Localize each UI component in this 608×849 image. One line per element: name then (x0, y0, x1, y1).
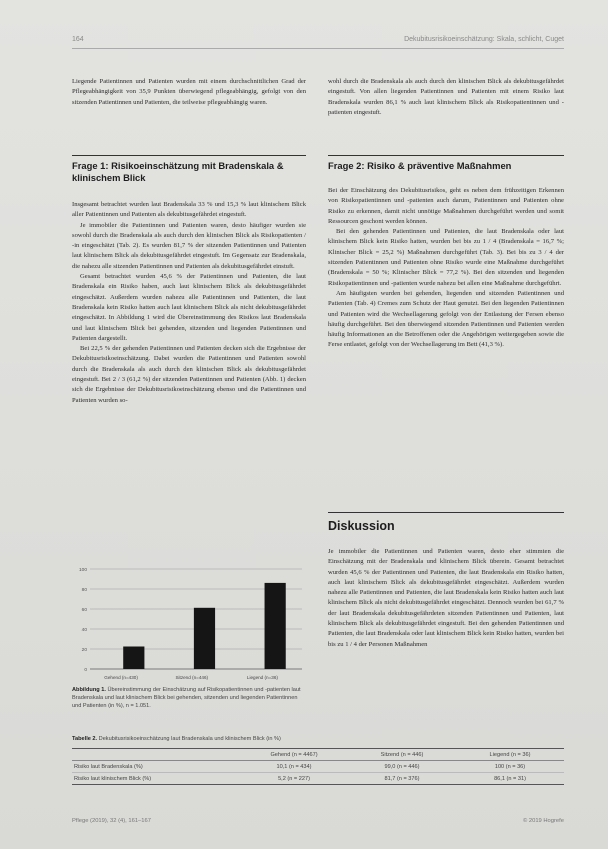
y-tick-label: 0 (84, 668, 87, 673)
figure-1-caption (72, 686, 306, 710)
table-cell: 5,2 (n = 227) (278, 775, 310, 782)
table-header-cell: Liegend (n = 36) (489, 751, 531, 758)
table-cell: Risiko laut klinischem Blick (%) (74, 775, 152, 782)
figure-1-chart (72, 563, 306, 683)
section2-rule (328, 155, 564, 156)
y-tick-label: 80 (81, 588, 87, 593)
footer-copyright: © 2019 Hogrefe (522, 818, 564, 824)
section1-rule (72, 155, 306, 156)
table-cell: 86,1 (n = 31) (494, 775, 526, 782)
table-cell: 10,1 (n = 434) (276, 763, 312, 770)
table-caption-text: Dekubitusrisikoeinschätzung laut Bradenskala und klinischem Blick (in %) (98, 736, 281, 742)
table-row (72, 773, 564, 785)
discussion-paragraph-1: Je immobiler die Patientinnen und Patienten waren, desto eher stimmten die Einschätzung mit der Bradenskala und klinischem Blick überein. Gesamt betrachtet wurden 45,6 % der Patientinnen und Patienten, die laut Bradenskala ein Risiko hatten, auch laut klinischem Blick als dekubitusgefährdet eingeschätzt. Außerdem wurden nahezu alle Patientinnen und Patienten, die laut Bradenskala kein Risiko hatten auch laut klinischem Blick als nicht dekubitusgefährdet eingeschätzt. Dennoch wurden bei 61,7 % der laut Bradenskala dekubitusgefährdeten sitzenden Patientinnen und Patienten, laut klinischem Blick als dekubitusgefährdet eingestuft. Bei den gehenden Patientinnen und Patienten, die laut Bradenskala oder laut klinischem Blick kein Risiko hatten, wurden bei bis zu 1 / 4 der Personen Maßnahmen (328, 548, 564, 648)
section2-paragraph-2: Bei den gehenden Patientinnen und Patienten, die laut Bradenskala oder laut klinischem Blick kein Risiko hatten, wurden bei bis zu 1 / 4 (Bradenskala = 16,7 %; Klinischer Blick = 25,2 %) Maßnahmen durchgeführt (Tab. 3). Bei bis zu 3 / 4 der sitzenden Patientinnen und Patienten ohne Risiko wurde eine Maßnahme durchgeführt (Bradenskala = 50 %; Klinischer Blick = 77,2 %). Bei den sitzenden und liegenden Risikopatientinnen und -patienten wurde nahezu bei allen eine Maßnahme durchgeführt. (328, 228, 564, 287)
y-tick-label: 60 (81, 608, 87, 613)
x-tick-label: Gehend (n=430) (104, 675, 138, 680)
discussion-body (328, 547, 564, 650)
section1-paragraph-4: Bei 22,5 % der gehenden Patientinnen und Patienten decken sich die Ergebnisse der Dekubitusrisikoeinschätzung. Dabei wurden die Patientinnen und Patienten sowohl durch die Bradenskala als auch durch den klinischen Blick als dekubitusgefährdet eingestuft. Bei 2 / 3 (61,2 %) der sitzenden Patientinnen und Patienten (Abb. 1) decken sich die Ergebnisse der Dekubitusrisikoeinschätzung ebenso und die Patientinnen und Patienten wurden so- (72, 345, 306, 404)
section1-paragraph-1: Insgesamt betrachtet wurden laut Bradenskala 33 % und 15,3 % laut klinischem Blick aller Patientinnen und Patienten als dekubitusgefährdet eingestuft. (72, 201, 306, 219)
section2-paragraph-1: Bei der Einschätzung des Dekubitusrisikos, geht es neben dem frühzeitigen Erkennen von Risikopatientinnen und -patienten auch darum, Patientinnen und Patienten ohne Risiko zu erkennen, damit nicht unnötige Maßnahmen durchgeführt werden und somit Ressourcen geschont werden können. (328, 187, 564, 225)
bar-chart (72, 563, 306, 683)
section2-paragraph-3: Am häufigsten wurden bei gehenden, liegenden und sitzenden Patientinnen und Patienten (Tab. 4) Cremes zum Schutz der Haut genutzt. Bei den liegenden Patientinnen und Patienten wird die Wechsellagerung gefolgt von der Entlastung der Fersen ebenso häufig durchgeführt. Bei den überwiegend sitzenden Patientinnen und Patienten werden häufig Informationen an die Betroffenen oder die Angehörigen weitergegeben sowie die Ferse entlastet, gefolgt von der Wechsellagerung im Bett (41,3 %). (328, 289, 564, 349)
section2-heading: Frage 2: Risiko & präventive Maßnahmen (328, 160, 512, 171)
figure-caption-text: Übereinstimmung der Einschätzung auf Risikopatientinnen und -patienten laut Bradenskala und laut klinischem Blick bei gehenden, sitzenden und liegenden Patientinnen und Patienten (in %), n = 1.051. (72, 687, 301, 709)
header-rule (72, 48, 564, 49)
running-head (72, 36, 564, 48)
section1-paragraph-3: Gesamt betrachtet wurden 45,6 % der Patientinnen und Patienten, die laut Bradenskala ein Risiko haben, auch laut klinischem Blick als dekubitusgefährdet eingeschätzt. Außerdem wurden nahezu alle Patientinnen und Patienten, die laut Bradenskala kein Risiko hatten auch laut klinischem Blick als nicht dekubitusgefährdet eingeschätzt. In Abbildung 1 wird die Übereinstimmung des Risikos laut Bradenskala und laut klinischem Blick bei gehenden, sitzenden und liegenden Patientinnen und Patienten dargestellt. (72, 273, 306, 342)
table-cell: Risiko laut Bradenskala (%) (74, 763, 143, 770)
x-tick-label: Liegend (n=36) (246, 675, 278, 680)
discussion-heading: Diskussion (328, 519, 395, 533)
bar (265, 583, 286, 669)
left-intro-text: Liegende Patientinnen und Patienten wurden mit einem durchschnittlichen Grad der Pflegeabhängigkeit von 35,9 Punkten überwiegend pflegeabhängig, gefolgt von den sitzenden Patientinnen und Patienten, die teilweise pflegeabhängig waren. (72, 78, 306, 106)
section2-body (328, 186, 564, 351)
table-row (72, 761, 564, 773)
footer (72, 818, 564, 828)
section1-heading: Frage 1: Risikoeinschätzung mit Bradenskala & klinischem Blick (72, 160, 284, 183)
table-cell: 81,7 (n = 376) (384, 775, 420, 782)
section1-body (72, 200, 306, 406)
page-number: 164 (72, 36, 84, 43)
table-header-cell: Gehend (n = 4467) (270, 751, 318, 758)
table-2-caption (72, 736, 572, 742)
figure-caption-label: Abbildung 1. (72, 687, 106, 693)
footer-citation: Pflege (2019), 32 (4), 161–167 (72, 818, 151, 824)
table-cell: 99,0 (n = 446) (384, 763, 420, 770)
table-2 (72, 748, 564, 785)
bar (123, 647, 144, 670)
discussion-rule (328, 512, 564, 513)
y-tick-label: 40 (81, 628, 87, 633)
y-tick-label: 20 (81, 648, 87, 653)
table-cell: 100 (n = 36) (494, 763, 526, 770)
section1-paragraph-2: Je immobiler die Patientinnen und Patienten waren, desto häufiger wurden sie sowohl durch die Bradenskala als auch durch den klinischen Blick als Risikopatienten / -in eingeschätzt (Tab. 2). Es wurden 81,7 % der sitzenden Patientinnen und Patienten laut klinischem Blick als dekubitusgefährdet eingestuft. Im Gegensatz zur Bradenskala, die nahezu alle sitzenden Patientinnen und Patienten als dekubitusgefährdet einstuft. (72, 221, 306, 270)
table-header-row (72, 749, 564, 761)
table-header-cell: Sitzend (n = 446) (380, 751, 424, 758)
left-intro (72, 77, 306, 108)
right-intro-text: wohl durch die Bradenskala als auch durch den klinischen Blick als dekubitusgefährdet eingestuft. Von allen liegenden Patientinnen und Patienten mit einem Risiko laut Bradenskala wurden 86,1 % auch laut klinischem Blick als Risikopatientinnen und -patienten eingestuft. (328, 78, 564, 116)
running-title: Dekubitusrisikoeinschätzung: Skala, schlicht, Cuget (404, 36, 564, 43)
right-intro (328, 77, 564, 118)
bar (194, 608, 215, 669)
table-header-cell (72, 749, 240, 761)
table-caption-label: Tabelle 2. (72, 736, 98, 742)
y-tick-label: 100 (78, 568, 87, 573)
x-tick-label: Sitzend (n=446) (175, 675, 209, 680)
